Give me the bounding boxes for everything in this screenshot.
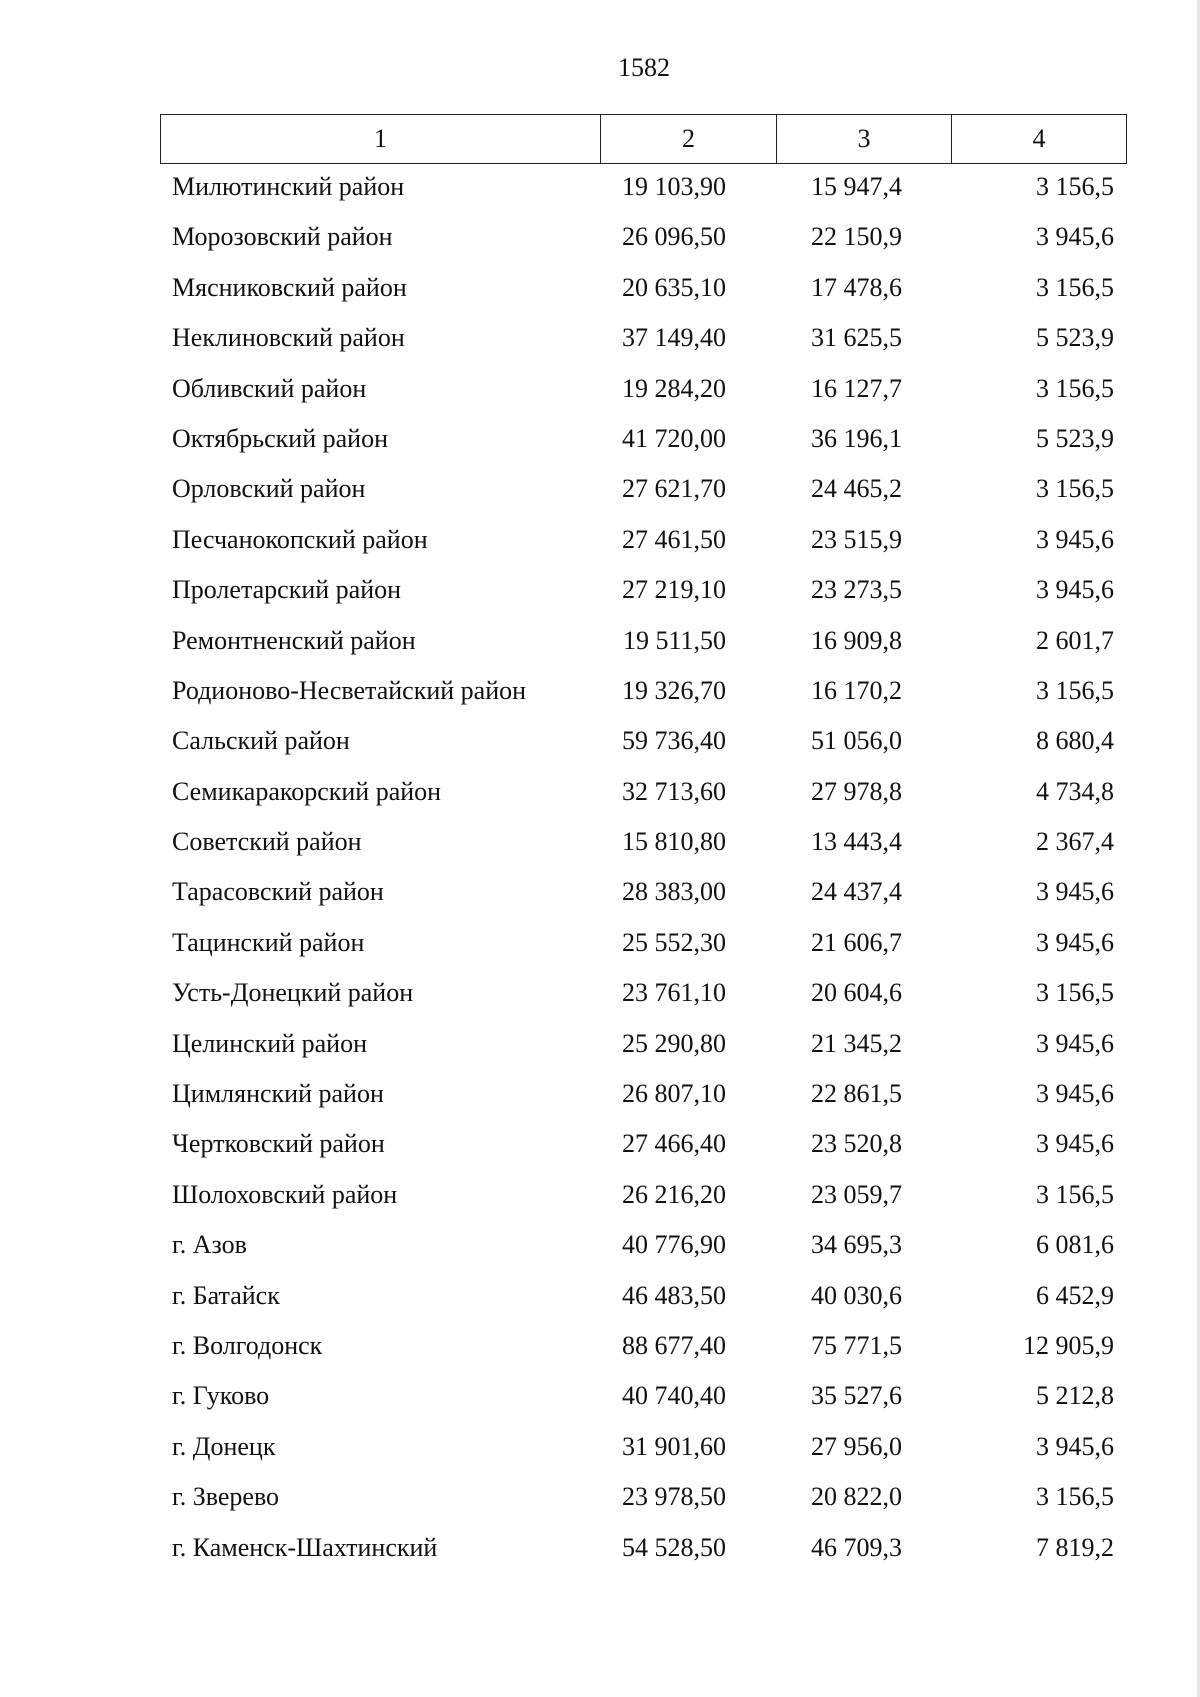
value-col-3: 13 443,4 [811,827,902,857]
table-row [160,617,1126,667]
value-col-2: 19 284,20 [622,373,726,403]
district-name: Мясниковский район [172,272,407,302]
table-row [160,1473,1126,1523]
value-col-3: 22 861,5 [811,1079,902,1109]
value-col-2: 19 103,90 [622,172,726,201]
value-col-4: 3 156,5 [1036,373,1114,403]
value-col-2: 25 552,30 [622,927,726,957]
value-col-2: 26 216,20 [622,1179,726,1209]
value-col-2: 23 761,10 [622,978,726,1008]
table-row [160,264,1126,314]
value-col-4: 5 212,8 [1036,1381,1114,1411]
value-col-3: 51 056,0 [811,726,902,756]
district-name: Ремонтненский район [172,625,416,655]
value-col-3: 24 437,4 [811,877,902,907]
value-col-2: 27 219,10 [622,575,726,605]
district-name: Обливский район [172,373,367,403]
value-col-2: 59 736,40 [622,726,726,756]
value-col-4: 3 156,5 [1036,1179,1114,1209]
value-col-4: 3 945,6 [1036,1079,1114,1109]
value-col-3: 21 345,2 [811,1028,902,1058]
district-name: Чертковский район [172,1129,385,1159]
district-name: Семикаракорский район [172,776,442,806]
district-name: Целинский район [172,1028,367,1058]
value-col-3: 23 273,5 [811,575,902,605]
table-row [160,667,1126,717]
table-row [160,516,1126,566]
value-col-4: 3 156,5 [1036,1482,1114,1512]
value-col-3: 27 978,8 [811,776,902,806]
district-name: г. Донецк [172,1431,276,1461]
value-col-4: 4 734,8 [1036,776,1114,806]
value-col-2: 40 740,40 [622,1381,726,1411]
value-col-3: 16 170,2 [811,675,902,705]
value-col-2: 40 776,90 [622,1230,726,1260]
table-row [160,768,1126,818]
value-col-2: 27 466,40 [622,1129,726,1159]
value-col-2: 26 807,10 [622,1079,726,1109]
value-col-3: 23 515,9 [811,524,902,554]
district-name: г. Гуково [172,1381,270,1411]
value-col-4: 3 945,6 [1036,927,1114,957]
value-col-3: 17 478,6 [811,272,902,302]
header-cell-3: 3 [777,115,952,164]
table-row [160,566,1126,616]
header-cell-4: 4 [952,115,1127,164]
value-col-3: 35 527,6 [811,1381,902,1411]
value-col-4: 6 081,6 [1036,1230,1114,1260]
district-name: Цимлянский район [172,1079,384,1109]
district-name: Тацинский район [172,927,365,957]
value-col-2: 27 461,50 [622,524,726,554]
value-col-4: 3 945,6 [1036,222,1114,252]
table-row [160,163,1126,213]
value-col-3: 22 150,9 [811,222,902,252]
district-name: Советский район [172,827,362,857]
value-col-4: 3 945,6 [1036,575,1114,605]
district-name: г. Зверево [172,1482,280,1512]
value-col-2: 41 720,00 [622,423,726,453]
value-col-3: 16 909,8 [811,625,902,655]
value-col-3: 36 196,1 [811,423,902,453]
value-col-4: 5 523,9 [1036,323,1114,353]
table-row [160,969,1126,1019]
district-name: Шолоховский район [172,1179,398,1209]
value-col-4: 3 156,5 [1036,474,1114,504]
table-row [160,314,1126,364]
district-name: Милютинский район [172,172,405,201]
table-row [160,1070,1126,1120]
value-col-2: 27 621,70 [622,474,726,504]
table-body [160,163,1126,1574]
value-col-4: 3 156,5 [1036,978,1114,1008]
value-col-3: 20 604,6 [811,978,902,1008]
table-row [160,1171,1126,1221]
table-row [160,717,1126,767]
value-col-2: 25 290,80 [622,1028,726,1058]
value-col-2: 19 511,50 [622,625,726,655]
value-col-4: 7 819,2 [1036,1532,1114,1562]
value-col-3: 75 771,5 [811,1330,902,1360]
value-col-4: 3 945,6 [1036,1431,1114,1461]
value-col-3: 27 956,0 [811,1431,902,1461]
value-col-4: 5 523,9 [1036,423,1114,453]
value-col-2: 26 096,50 [622,222,726,252]
value-col-4: 8 680,4 [1036,726,1114,756]
district-name: Сальский район [172,726,350,756]
value-col-3: 24 465,2 [811,474,902,504]
district-name: г. Батайск [172,1280,280,1310]
table-row [160,415,1126,465]
table-row [160,1322,1126,1372]
value-col-4: 2 601,7 [1036,625,1114,655]
value-col-3: 16 127,7 [811,373,902,403]
table-row [160,818,1126,868]
district-name: Пролетарский район [172,575,402,605]
page-number: 1582 [618,53,670,82]
value-col-2: 32 713,60 [622,776,726,806]
district-name: Усть-Донецкий район [172,978,414,1008]
value-col-2: 46 483,50 [622,1280,726,1310]
value-col-4: 3 945,6 [1036,877,1114,907]
value-col-3: 46 709,3 [811,1532,902,1562]
table-row [160,1524,1126,1574]
district-name: Орловский район [172,474,366,504]
district-name: Октябрьский район [172,423,388,453]
table-row [160,919,1126,969]
value-col-3: 23 520,8 [811,1129,902,1159]
value-col-4: 3 945,6 [1036,524,1114,554]
district-name: г. Волгодонск [172,1330,323,1360]
district-name: Тарасовский район [172,877,384,907]
table-row [160,1272,1126,1322]
value-col-3: 40 030,6 [811,1280,902,1310]
value-col-3: 20 822,0 [811,1482,902,1512]
value-col-2: 23 978,50 [622,1482,726,1512]
header-cell-2: 2 [601,115,777,164]
value-col-4: 3 945,6 [1036,1028,1114,1058]
value-col-2: 54 528,50 [622,1532,726,1562]
district-name: Неклиновский район [172,323,405,353]
table-row [160,1372,1126,1422]
table-row [160,1120,1126,1170]
value-col-3: 31 625,5 [811,323,902,353]
value-col-4: 3 156,5 [1036,272,1114,302]
header-row [161,115,1127,164]
value-col-2: 88 677,40 [622,1330,726,1360]
value-col-2: 20 635,10 [622,272,726,302]
table-row [160,365,1126,415]
value-col-4: 12 905,9 [1023,1330,1114,1360]
district-name: г. Каменск-Шахтинский [172,1532,438,1562]
value-col-2: 19 326,70 [622,675,726,705]
value-col-2: 31 901,60 [622,1431,726,1461]
table-row [160,1020,1126,1070]
table-row [160,1423,1126,1473]
value-col-3: 23 059,7 [811,1179,902,1209]
district-name: г. Азов [172,1230,247,1260]
table-row [160,465,1126,515]
value-col-4: 3 156,5 [1036,675,1114,705]
district-name: Морозовский район [172,222,393,252]
value-col-2: 28 383,00 [622,877,726,907]
district-name: Песчанокопский район [172,524,428,554]
table-row [160,868,1126,918]
header-cell-1: 1 [161,115,601,164]
value-col-4: 3 945,6 [1036,1129,1114,1159]
value-col-4: 2 367,4 [1036,827,1114,857]
value-col-4: 6 452,9 [1036,1280,1114,1310]
table-row [160,213,1126,263]
value-col-3: 34 695,3 [811,1230,902,1260]
value-col-3: 21 606,7 [811,927,902,957]
value-col-4: 3 156,5 [1036,172,1114,201]
value-col-3: 15 947,4 [811,172,902,201]
value-col-2: 37 149,40 [622,323,726,353]
value-col-2: 15 810,80 [622,827,726,857]
table-row [160,1221,1126,1271]
district-name: Родионово-Несветайский район [172,675,527,705]
table-header [160,114,1127,164]
